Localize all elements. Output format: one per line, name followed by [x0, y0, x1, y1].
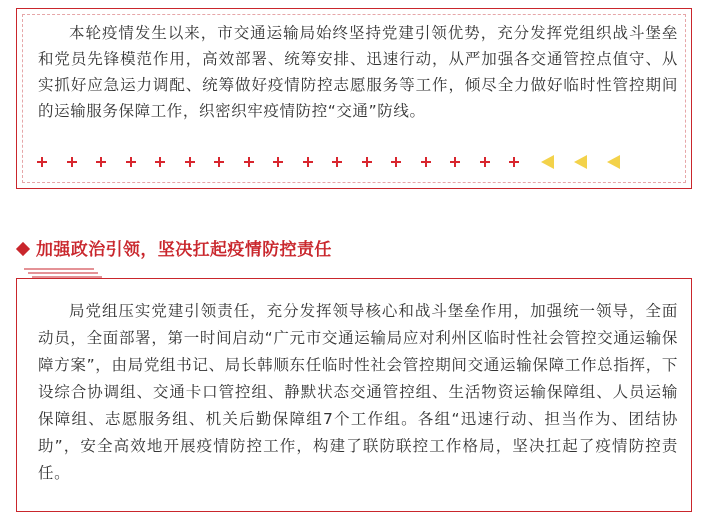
- plus-icon: [391, 157, 401, 167]
- plus-icon: [421, 157, 431, 167]
- plus-icon: [155, 157, 165, 167]
- plus-icon: [244, 157, 254, 167]
- section-heading-block: [14, 236, 434, 276]
- plus-icon: [509, 157, 519, 167]
- plus-icon: [480, 157, 490, 167]
- diamond-bullet-icon: [16, 242, 30, 256]
- plus-icon: [303, 157, 313, 167]
- plus-icon: [37, 157, 47, 167]
- plus-icon: [450, 157, 460, 167]
- intro-paragraph: 本轮疫情发生以来，市交通运输局始终坚持党建引领优势，充分发挥党组织战斗堡垒和党员先锋模范作用，高效部署、统筹安排、迅速行动，从严加强各交通管控点值守、从实抓好应急运力调配、统筹做好疫情防控志愿服务等工作，倾尽全力做好临时性管控期间的运输服务保障工作，织密织牢疫情防控“交通”防线。: [38, 24, 678, 120]
- plus-icon: [273, 157, 283, 167]
- plus-icon: [362, 157, 372, 167]
- plus-icon: [67, 157, 77, 167]
- plus-icon: [214, 157, 224, 167]
- section-heading: 加强政治引领，坚决扛起疫情防控责任: [36, 240, 332, 260]
- plus-icon: [126, 157, 136, 167]
- left-arrow-icon: [607, 155, 620, 169]
- plus-icon: [96, 157, 106, 167]
- plus-icon: [332, 157, 342, 167]
- plus-icon: [185, 157, 195, 167]
- section-paragraph: 局党组压实党建引领责任，充分发挥领导核心和战斗堡垒作用，加强统一领导，全面动员，全面部署，第一时间启动“广元市交通运输局应对利州区临时性社会管控交通运输保障方案”，由局党组书记、局长韩顺东任临时性社会管控期间交通运输保障工作总指挥，下设综合协调组、交通卡口管控组、静默状态交通管控组、生活物资运输保障组、人员运输保障组、志愿服务组、机关后勤保障组7个工作组。各组“迅速行动、担当作为、团结协助”，安全高效地开展疫情防控工作，构建了联防联控工作格局，坚决扛起了疫情防控责任。: [38, 302, 678, 482]
- left-arrow-icon: [574, 155, 587, 169]
- heading-underline-decor: [24, 266, 104, 278]
- left-arrow-icon: [541, 155, 554, 169]
- intro-decor-row: [37, 157, 677, 175]
